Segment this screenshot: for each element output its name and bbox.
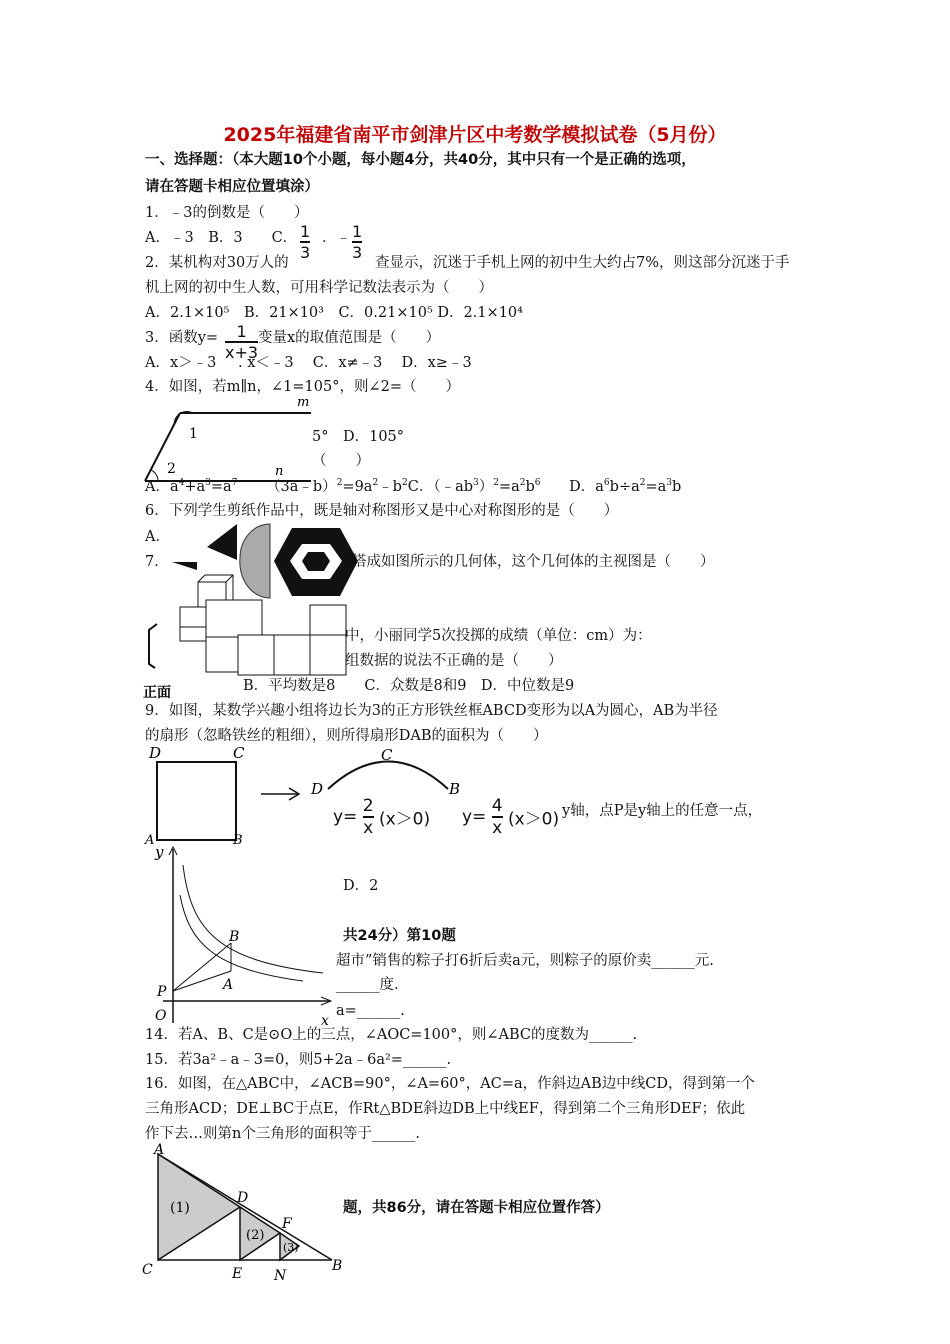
q1-frac-den-d: 3 <box>352 243 363 262</box>
section1-heading-cont: 请在答题卡相应位置填涂） <box>145 179 319 195</box>
q4-stem: 4．如图，若m∥n，∠1=105°，则∠2=（ ） <box>145 379 460 395</box>
q7-stem-tail: 搭成如图所示的几何体，这个几何体的主视图是（ ） <box>352 554 715 570</box>
q9-line2: 的扇形（忽略铁丝的粗细），则所得扇形DAB的面积为（ ） <box>145 728 548 744</box>
q1-frac-num-d: 1 <box>352 222 363 241</box>
q1-options: A．﹣3 B．3 C． <box>145 230 298 246</box>
label-angle-2: 2 <box>167 461 176 477</box>
q2-line2: 机上网的初中生人数，可用科学记数法表示为（ ） <box>145 280 493 296</box>
q10-label-B: B <box>229 929 240 945</box>
q6-papercut-b <box>167 522 239 570</box>
q10-label-P: P <box>157 984 167 1000</box>
q11-tail: 超市”销售的粽子打6折后卖a元，则粽子的原价卖______元. <box>336 953 714 969</box>
q9-label-A: A <box>145 833 155 844</box>
q3-options-a: A．x＞﹣3 <box>145 355 217 371</box>
q7-view-b-right <box>274 635 310 675</box>
q8-stem-tail: 中，小丽同学5次投掷的成绩（单位：cm）为： <box>345 628 652 644</box>
q10-f1-num: 2 <box>362 796 374 816</box>
papercut-b-lower <box>172 562 197 570</box>
q5-opt-c4: b <box>525 479 535 495</box>
q16-line3: 作下去…则第n个三角形的面积等于______. <box>145 1126 420 1142</box>
q1-option-d: ．﹣ <box>322 230 351 246</box>
q5-opt-a: A．a <box>145 479 179 495</box>
q1-stem: 1．﹣3的倒数是（ ） <box>145 205 309 221</box>
q9-arc-label-C: C <box>381 746 393 764</box>
q16-label-C: C <box>142 1262 153 1278</box>
q1-option-d-fraction <box>352 222 362 262</box>
q3-stem-a: 3．函数y= <box>145 330 219 346</box>
q9-arc-label-B: B <box>449 780 461 798</box>
q13-tail: a=______. <box>336 1003 405 1019</box>
q16-triangles-figure <box>140 1142 346 1284</box>
section1-heading: 一、选择题：（本大题10个小题，每小题4分，共40分，其中只有一个是正确的选项， <box>145 152 696 168</box>
q7-arrow <box>149 624 157 668</box>
q16-label-N: N <box>274 1268 287 1284</box>
q8-line2-tail: 组数据的说法不正确的是（ ） <box>345 653 563 669</box>
q5-options: A．$a^4+a^3=a^7$ $(3a﹣b)^2=9a^2﹣b^2C$．$(﹣ab^3)^2=a^2b^6$ D．$a^6b\div a^2=a^3b$ <box>145 478 682 495</box>
label-m: m <box>297 395 310 410</box>
q5-opt-c3: =a <box>498 479 520 495</box>
q10-f2-den: x <box>492 818 503 838</box>
label-n: n <box>275 464 284 479</box>
q10-f2-left: y= <box>462 807 487 827</box>
q3-options-b: . x＜﹣3 C．x≠﹣3 D．x≥﹣3 <box>238 355 472 371</box>
q10-f1-den: x <box>363 818 374 838</box>
q4-options-visible: 5° D．105° <box>312 429 405 445</box>
q16-label-B: B <box>332 1258 343 1274</box>
q9-arc <box>328 762 448 790</box>
q16-label-region-2: (2) <box>246 1228 265 1243</box>
q10-function-1 <box>333 796 430 838</box>
q8-options: B．平均数是8 C．众数是8和9 D．中位数是9 <box>243 678 575 694</box>
q10-option-d: D．2 <box>343 878 379 894</box>
q16-label-E: E <box>232 1266 243 1282</box>
q10-function-2 <box>462 796 559 838</box>
q10-label-A: A <box>223 977 234 993</box>
q7-view-b <box>238 635 274 675</box>
page-title: 2025年福建省南平市剑津片区中考数学模拟试卷（5月份） <box>223 124 727 146</box>
q10-label-x: x <box>321 1013 329 1029</box>
q5-opt-d3: =a <box>645 479 667 495</box>
q15-text: 15．若3a²﹣a﹣3=0，则5+2a﹣6a²=______. <box>145 1052 452 1068</box>
q16-label-D: D <box>237 1190 249 1206</box>
q3-frac-den: x+3 <box>225 343 259 362</box>
q10-f2-num: 4 <box>491 796 503 816</box>
q7-view-a-left <box>180 607 206 641</box>
curve-y2x <box>180 895 303 981</box>
q10-label-y: y <box>155 843 164 861</box>
q7-view-c <box>310 605 346 675</box>
q6-options-start: A． <box>145 529 170 545</box>
q5-opt-b: （3a﹣b） <box>266 479 337 495</box>
q6-stem: 6．下列学生剪纸作品中，既是轴对称图形又是中心对称图形的是（ ） <box>145 503 619 519</box>
q2-line1-a: 2．某机构对30万人的 <box>145 255 289 271</box>
section3-heading-partial: 题，共86分，请在答题卡相应位置作答） <box>343 1200 610 1216</box>
q16-label-F: F <box>282 1216 292 1232</box>
q9-arc-label-D: D <box>311 780 324 798</box>
q5-opt-d: D．a <box>569 479 604 495</box>
q9-label-D: D <box>149 744 162 762</box>
q12-tail: ______度. <box>336 977 399 993</box>
q10-f1-left: y= <box>333 807 358 827</box>
q16-line2: 三角形ACD；DE⊥BC于点E，作Rt△BDE斜边DB上中线EF，得到第二个三角形DEF；依此 <box>145 1101 746 1117</box>
papercut-b-triangle <box>207 524 237 560</box>
q16-label-region-3: (3) <box>283 1241 299 1254</box>
q10-label-O: O <box>155 1008 167 1024</box>
q10-hyperbola-graph <box>143 843 335 1033</box>
q10-f1-cond: (x＞0) <box>378 809 431 830</box>
q5-opt-d4: b <box>672 479 682 495</box>
q5-opt-d2: b÷a <box>609 479 640 495</box>
q5-stem-tail: （ ） <box>312 453 370 469</box>
q10-tail: y轴，点P是y轴上的任意一点， <box>562 803 763 819</box>
q9-label-B: B <box>233 833 243 844</box>
q9-label-C: C <box>233 744 245 762</box>
q4-parallel-lines-figure <box>143 393 313 488</box>
curve-y4x <box>183 865 323 973</box>
label-angle-1: 1 <box>189 426 198 442</box>
q1-frac-den: 3 <box>300 243 311 262</box>
q16-label-A: A <box>154 1142 165 1158</box>
q2-options: A．2.1×10⁵ B．21×10³ C．0.21×10⁵ D．2.1×10⁴ <box>145 305 523 321</box>
q5-opt-b2: =9a <box>342 479 373 495</box>
q5-opt-c: C．（﹣ab <box>407 479 473 495</box>
q16-label-region-1: (1) <box>170 1200 190 1216</box>
section2-heading-partial: 共24分）第10题 <box>343 928 456 944</box>
q9-square <box>157 762 236 840</box>
q7-num: 7． <box>145 554 169 570</box>
q3-stem-b: 变量x的取值范围是（ ） <box>258 330 441 346</box>
q5-opt-b3: ﹣b <box>378 479 402 495</box>
q16-line1: 16．如图，在△ABC中，∠ACB=90°，∠A=60°，AC=a，作斜边AB边中线CD，得到第一个 <box>145 1076 755 1092</box>
q3-frac-num: 1 <box>236 322 247 341</box>
q10-f2-cond: (x＞0) <box>507 809 560 830</box>
q7-front-label: 正面 <box>143 685 171 700</box>
q5-opt-c2: ） <box>478 479 494 495</box>
q14-text: 14．若A、B、C是⊙O上的三点，∠AOC=100°，则∠ABC的度数为______. <box>145 1027 638 1043</box>
q2-line1-b: 查显示，沉迷于手机上网的初中生大约占7%，则这部分沉迷于手 <box>375 255 790 271</box>
q1-frac-num: 1 <box>300 222 311 241</box>
q1-option-c-fraction <box>300 222 310 262</box>
q9-line1: 9．如图，某数学兴趣小组将边长为3的正方形铁丝框ABCD变形为以A为圆心，AB为半径 <box>145 703 718 719</box>
